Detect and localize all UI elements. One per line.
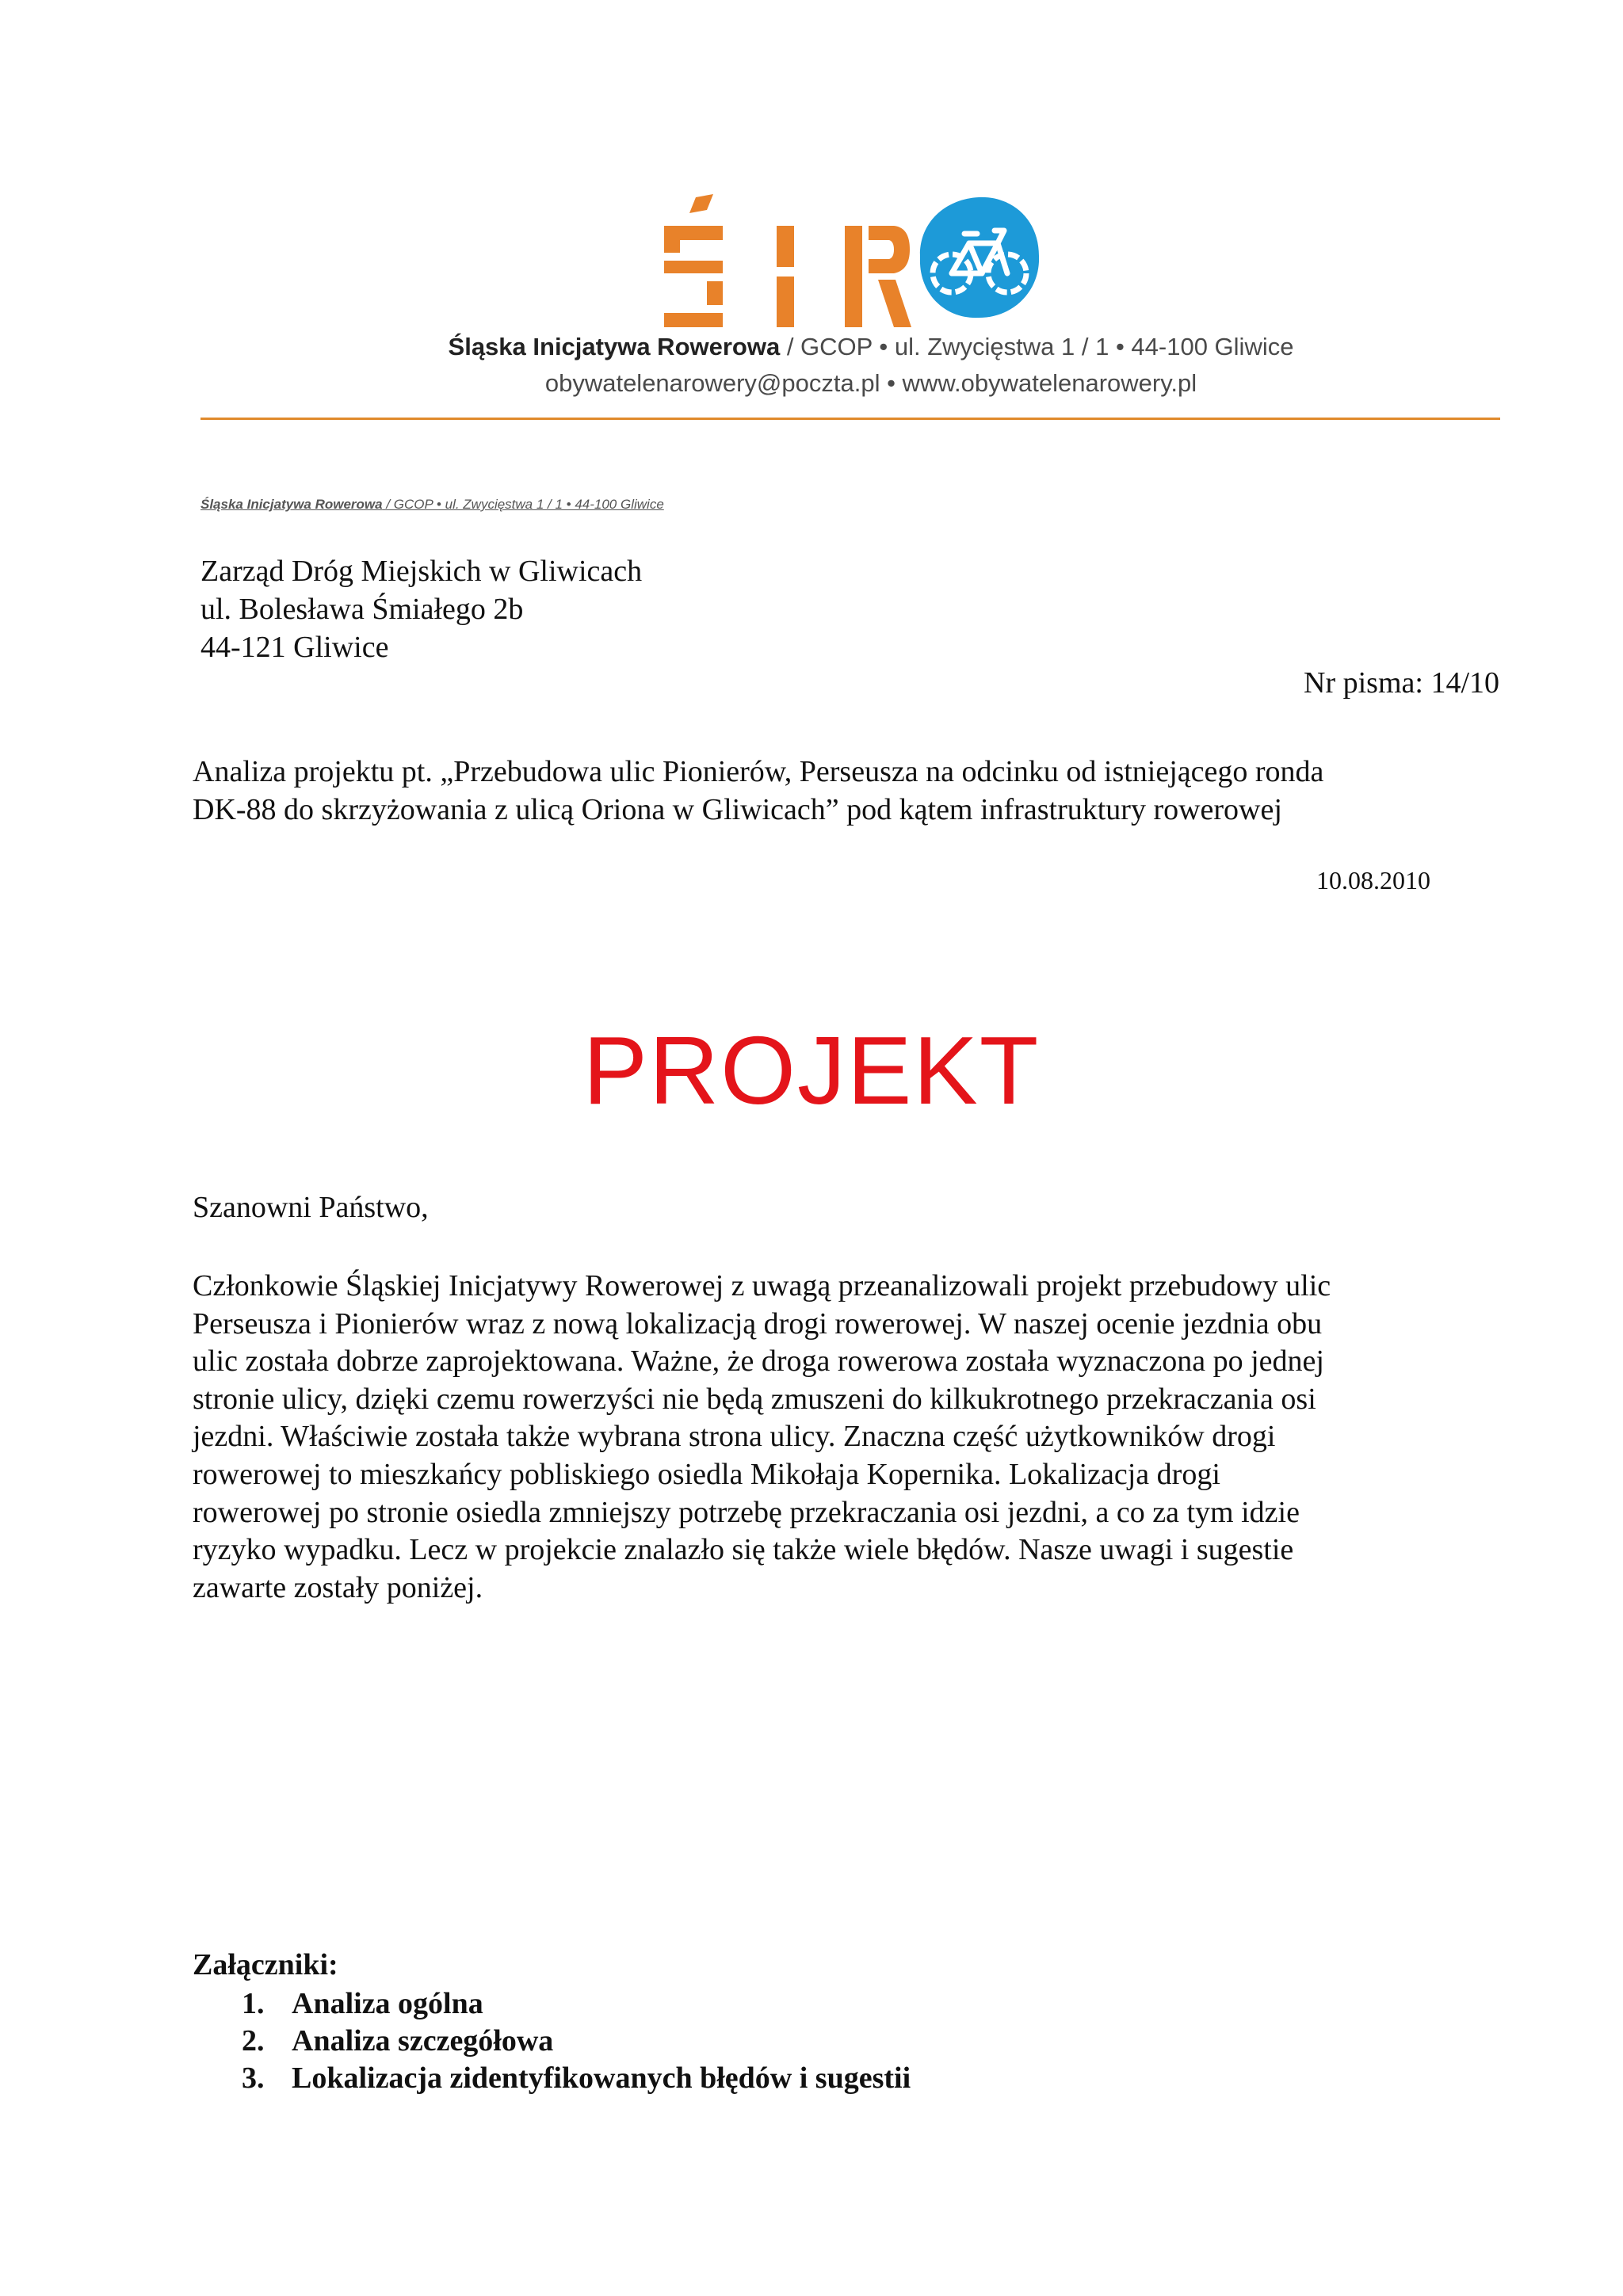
- logo-letters: [658, 194, 919, 333]
- body-line: rowerowej to mieszkańcy pobliskiego osiedla Mikołaja Kopernika. Lokalizacja drogi: [193, 1457, 1220, 1491]
- attachment-number: 1.: [242, 1987, 265, 2020]
- attachments-list: [242, 1985, 911, 2097]
- bicycle-icon: [915, 194, 1042, 321]
- attachment-item: [242, 2060, 911, 2097]
- body-line: stronie ulicy, dzięki czemu rowerzyści nie będą zmuszeni do kilkukrotnego przekraczania osi: [193, 1382, 1316, 1416]
- body-line: ulic została dobrze zaprojektowana. Ważne, że droga rowerowa została wyznaczona po jednej: [193, 1344, 1324, 1379]
- attachment-item: [242, 1985, 911, 2023]
- letter-subject: [193, 753, 1508, 829]
- letter-number: Nr pisma: 14/10: [1304, 666, 1499, 700]
- sender-org-name: Śląska Inicjatywa Rowerowa: [200, 497, 383, 512]
- attachment-number: 2.: [242, 2024, 265, 2058]
- subject-line: Analiza projektu pt. „Przebudowa ulic Pionierów, Perseusza na odcinku od istniejącego ronda: [193, 755, 1324, 788]
- attachment-label: Analiza szczegółowa: [292, 2024, 554, 2058]
- attachment-label: Analiza ogólna: [292, 1987, 483, 2020]
- recipient-street: ul. Bolesława Śmiałego 2b: [200, 593, 524, 626]
- attachment-item: [242, 2023, 911, 2060]
- body-line: Członkowie Śląskiej Inicjatywy Rowerowej z uwagą przeanalizowali projekt przebudowy ulic: [193, 1269, 1331, 1302]
- sender-address: / GCOP • ul. Zwycięstwa 1 / 1 • 44-100 Gliwice: [382, 497, 664, 512]
- letterhead-divider: [200, 418, 1500, 420]
- body-line: rowerowej po stronie osiedla zmniejszy potrzebę przekraczania osi jezdni, a co za tym idzie: [193, 1495, 1300, 1529]
- letter-date: 10.08.2010: [1316, 866, 1430, 894]
- letterhead-org-name: Śląska Inicjatywa Rowerowa: [448, 333, 781, 360]
- body-line: ryzyko wypadku. Lecz w projekcie znalazło się także wiele błędów. Nasze uwagi i sugestie: [193, 1533, 1294, 1567]
- recipient-city: 44-121 Gliwice: [200, 631, 389, 664]
- body-line: zawarte zostały poniżej.: [193, 1570, 483, 1604]
- greeting: Szanowni Państwo,: [193, 1191, 429, 1224]
- logo: [658, 194, 1038, 333]
- subject-line: DK-88 do skrzyżowania z ulicą Oriona w Gliwicach” pod kątem infrastruktury rowerowej: [193, 793, 1282, 826]
- draft-stamp: PROJEKT: [582, 1016, 1041, 1124]
- attachment-number: 3.: [242, 2061, 265, 2095]
- letterhead-contact: obywatelenarowery@poczta.pl • www.obywatelenarowery.pl: [544, 369, 1197, 397]
- recipient-name: Zarząd Dróg Miejskich w Gliwicach: [200, 555, 643, 588]
- letterhead-address: [0, 333, 1623, 361]
- attachment-label: Lokalizacja zidentyfikowanych błędów i sugestii: [292, 2061, 911, 2095]
- body-line: jezdni. Właściwie została także wybrana strona ulicy. Znaczna część użytkowników drogi: [193, 1420, 1276, 1454]
- body-line: Perseusza i Pionierów wraz z nową lokalizacją drogi rowerowej. W naszej ocenie jezdnia obu: [193, 1306, 1323, 1341]
- letterhead-org-address: / GCOP • ul. Zwycięstwa 1 / 1 • 44-100 Gliwice: [780, 333, 1294, 360]
- attachments-title: Załączniki:: [193, 1948, 338, 1981]
- letter-body: [193, 1268, 1508, 1607]
- sender-return-address: [200, 497, 664, 513]
- recipient-address: [200, 552, 642, 666]
